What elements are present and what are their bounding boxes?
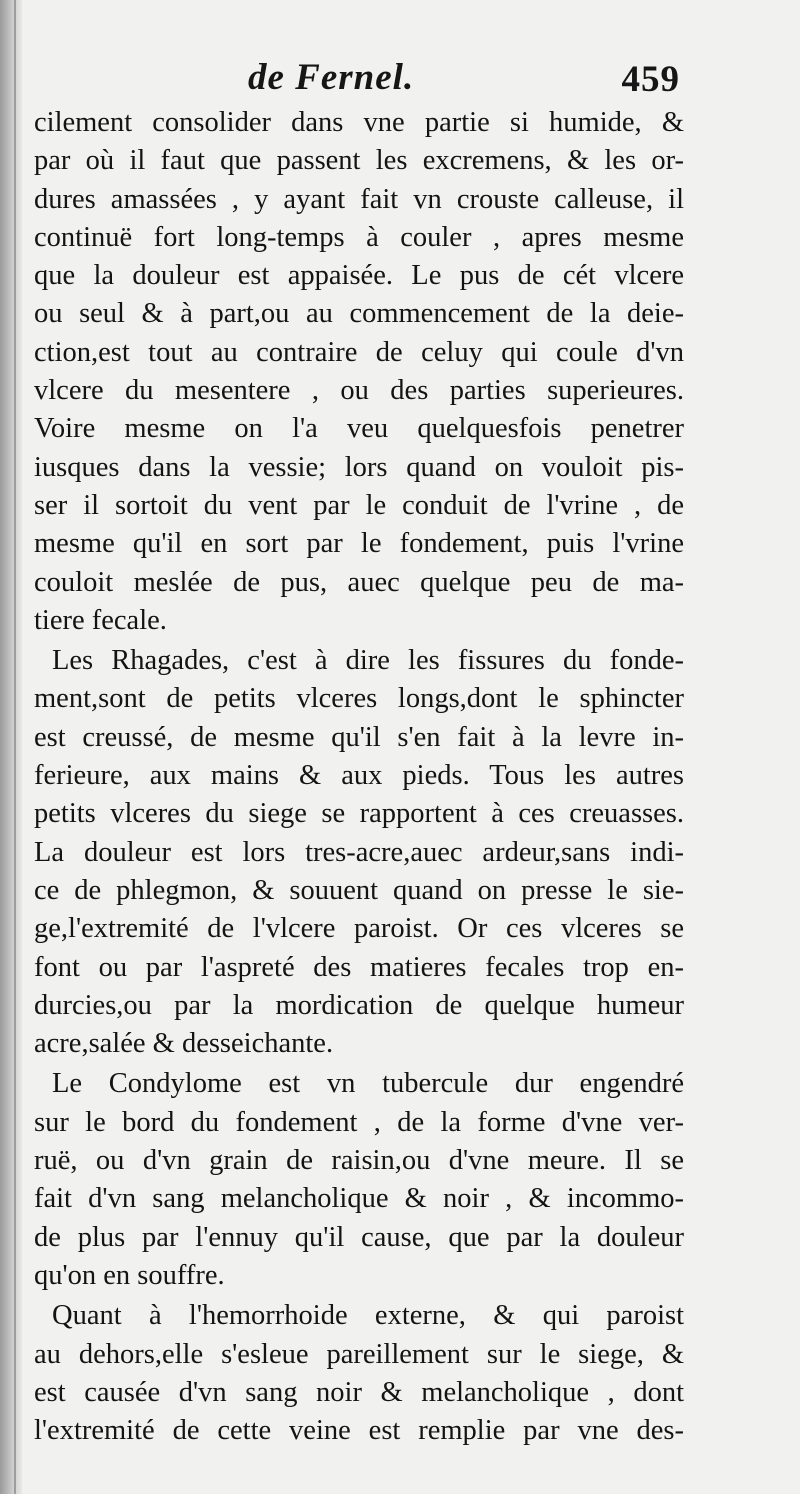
text-line: qu'on en souffre. xyxy=(34,1259,225,1291)
text-line: ou seul & à part,ou au commencement de la deie- xyxy=(34,298,684,330)
text-line: l'extremité de cette veine est remplie par vne des- xyxy=(34,1415,684,1447)
text-line: dures amassées , y ayant fait vn crouste calleuse, il xyxy=(34,183,684,215)
text-line: est causée d'vn sang noir & melancholique , dont xyxy=(34,1376,684,1408)
text-line: est creussé, de mesme qu'il s'en fait à la levre in- xyxy=(34,721,684,753)
text-line: sur le bord du fondement , de la forme d'vne ver- xyxy=(34,1106,684,1138)
text-line: ction,est tout au contraire de celuy qui coule d'vn xyxy=(34,336,684,368)
paragraph xyxy=(34,1065,684,1295)
text-line: de plus par l'ennuy qu'il cause, que par la douleur xyxy=(34,1221,684,1253)
text-line: ge,l'extremité de l'vlcere paroist. Or ces vlceres se xyxy=(34,913,684,945)
text-line: ferieure, aux mains & aux pieds. Tous les autres xyxy=(34,760,684,792)
text-line: durcies,ou par la mordication de quelque humeur xyxy=(34,989,684,1021)
text-line: que la douleur est appaisée. Le pus de cét vlcere xyxy=(34,260,684,292)
text-line: Le Condylome est vn tubercule dur engendré xyxy=(52,1068,684,1100)
page-gutter xyxy=(0,0,22,1494)
text-line: ser il sortoit du vent par le conduit de l'vrine , de xyxy=(34,489,684,521)
page-number: 459 xyxy=(621,59,680,100)
paragraph xyxy=(34,1297,684,1450)
text-line: couloit meslée de pus, auec quelque peu de ma- xyxy=(34,566,684,598)
text-line: vlcere du mesentere , ou des parties superieures. xyxy=(34,375,684,407)
text-line: au dehors,elle s'esleue pareillement sur le siege, & xyxy=(34,1338,684,1370)
paragraph xyxy=(34,104,684,640)
text-line: ce de phlegmon, & souuent quand on presse le sie- xyxy=(34,874,684,906)
text-line: ruë, ou d'vn grain de raisin,ou d'vne meure. Il se xyxy=(34,1145,684,1177)
text-line: Voire mesme on l'a veu quelquesfois penetrer xyxy=(34,413,684,445)
binding-edge xyxy=(14,0,16,1494)
text-line: mesme qu'il en sort par le fondement, puis l'vrine xyxy=(34,528,684,560)
text-line: petits vlceres du siege se rapportent à ces creuasses. xyxy=(34,798,684,830)
text-line: Quant à l'hemorrhoide externe, & qui paroist xyxy=(52,1300,684,1332)
text-line: cilement consolider dans vne partie si humide, & xyxy=(34,107,684,138)
page-header xyxy=(40,52,690,104)
running-title: de Fernel. xyxy=(248,57,415,98)
text-line: font ou par l'aspreté des matieres fecales trop en- xyxy=(34,951,684,983)
text-line: iusques dans la vessie; lors quand on vouloit pis- xyxy=(34,451,684,483)
text-line: fait d'vn sang melancholique & noir , & incommo- xyxy=(34,1183,684,1215)
text-line: La douleur est lors tres-acre,auec ardeur,sans indi- xyxy=(34,836,684,868)
paragraph xyxy=(34,642,684,1063)
text-line: par où il faut que passent les excremens, & les or- xyxy=(34,145,684,177)
text-line: continuë fort long-temps à couler , apres mesme xyxy=(34,221,684,253)
text-line: tiere fecale. xyxy=(34,604,167,636)
body-text xyxy=(34,104,684,1450)
text-line: acre,salée & desseichante. xyxy=(34,1028,334,1060)
text-line: Les Rhagades, c'est à dire les fissures du fonde- xyxy=(52,645,684,677)
text-line: ment,sont de petits vlceres longs,dont le sphincter xyxy=(34,683,684,715)
